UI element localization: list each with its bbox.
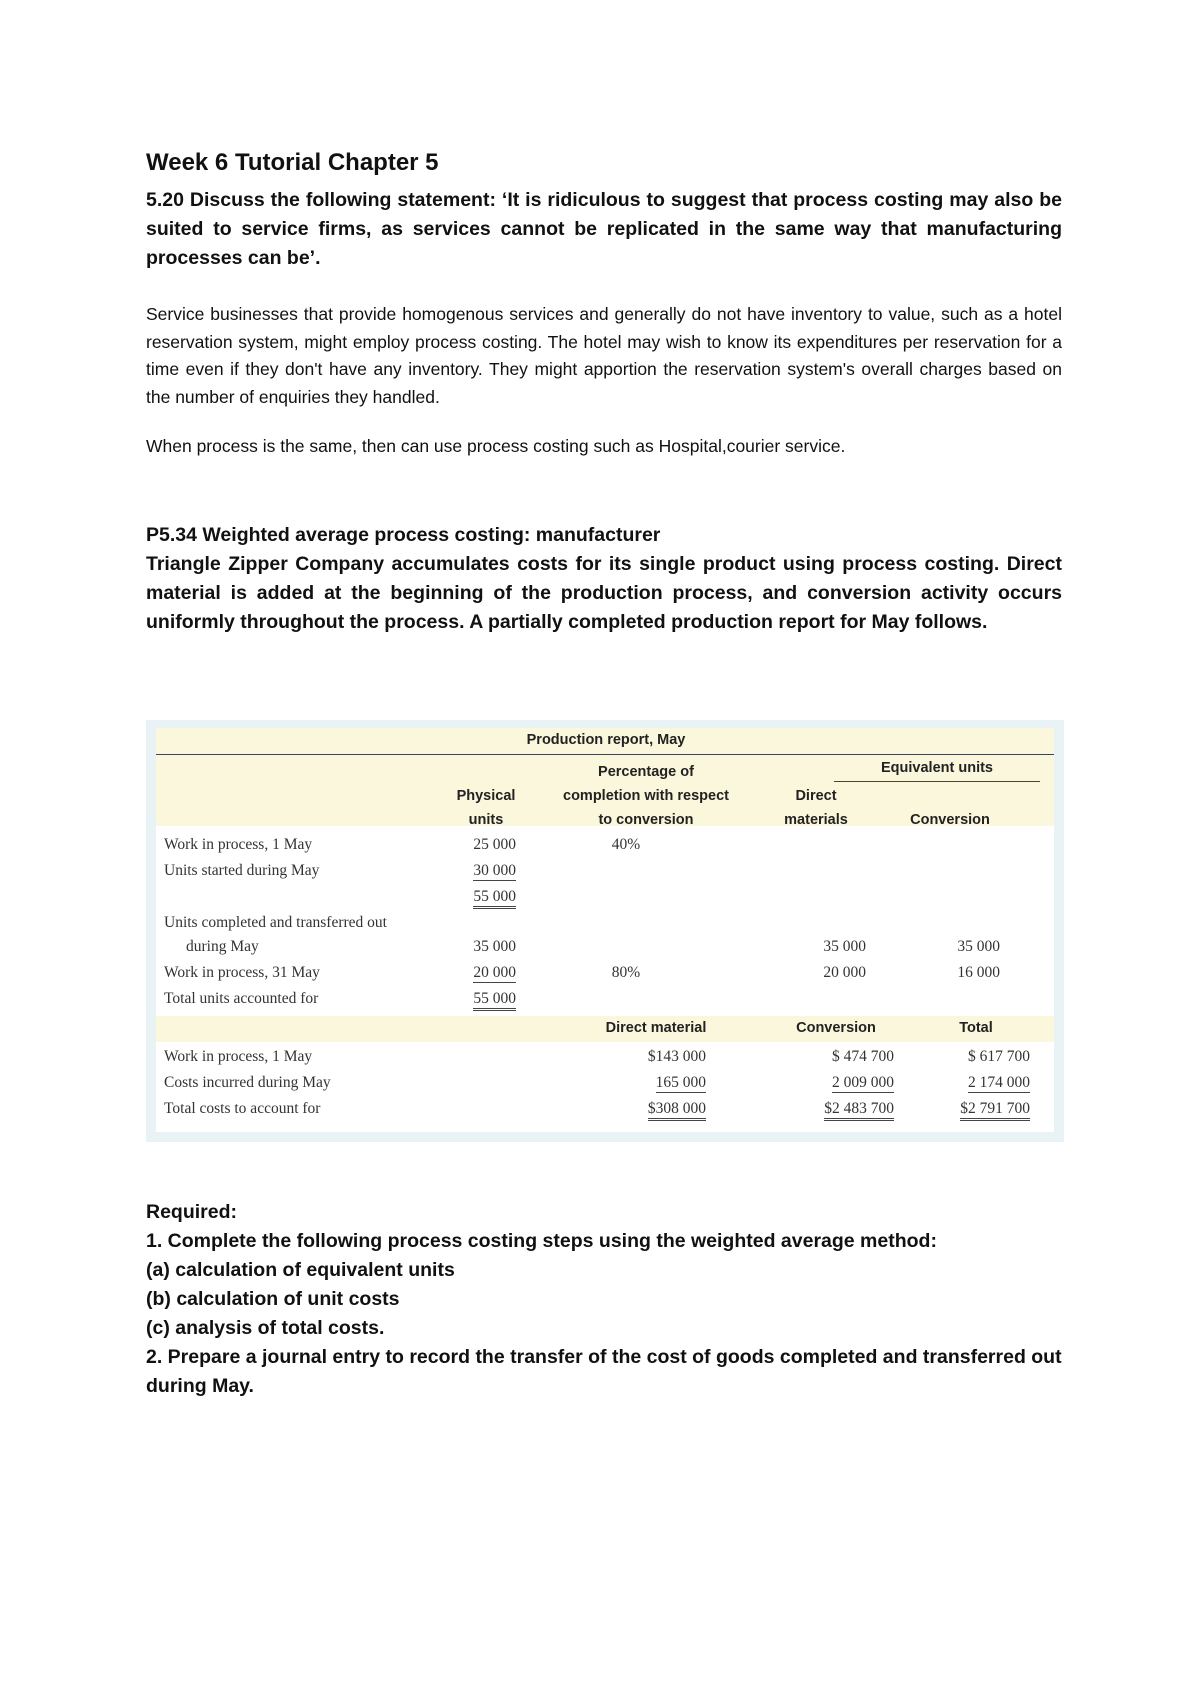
physical-value: 55 000: [473, 888, 516, 909]
cost-row-total: [906, 1100, 1030, 1118]
header-pct-2: completion with respect: [563, 788, 729, 804]
cost-row-total: $ 617 700: [968, 1048, 1030, 1065]
cost-row-dm: [596, 1100, 706, 1118]
header-physical-1: Physical: [456, 788, 516, 804]
header-physical-2: units: [468, 812, 504, 828]
question-5-20: 5.20 Discuss the following statement: ‘It is ridiculous to suggest that process costing may also be suited to service firms, as services cannot be replicated in the same way that manufacturing processes can be’.: [146, 189, 1062, 269]
cost-value: 2 174 000: [968, 1074, 1030, 1091]
row-physical: [406, 964, 516, 982]
header-dm-2: materials: [784, 812, 848, 828]
cost-value: 165 000: [655, 1074, 706, 1091]
row-conv: 16 000: [957, 964, 1000, 981]
cost-value: $308 000: [648, 1100, 706, 1121]
row-label: during May: [186, 938, 259, 955]
required-item-1c: (c) analysis of total costs.: [146, 1317, 385, 1339]
row-pct: 80%: [611, 964, 641, 981]
row-label: Work in process, 1 May: [164, 836, 313, 853]
cost-row-total: [906, 1074, 1030, 1092]
equivalent-units-rule: [834, 781, 1040, 782]
cost-row-conv: $ 474 700: [832, 1048, 894, 1065]
cost-row-dm: $143 000: [647, 1048, 706, 1065]
row-label: Units completed and transferred out: [164, 914, 387, 931]
document-body: [146, 148, 1062, 637]
header-pct-1: Percentage of: [598, 764, 694, 780]
page-title: Week 6 Tutorial Chapter 5: [146, 149, 439, 176]
cost-row-dm: [596, 1074, 706, 1092]
physical-value: 55 000: [473, 990, 516, 1011]
row-physical: [406, 990, 516, 1008]
cost-row-label: Work in process, 1 May: [164, 1048, 313, 1065]
row-label: Work in process, 31 May: [164, 964, 320, 981]
header-pct-3: to conversion: [598, 812, 694, 828]
cost-header-conversion: Conversion: [796, 1020, 876, 1036]
header-dm-1: Direct: [795, 788, 837, 804]
required-heading: Required:: [146, 1201, 238, 1223]
cost-value: $2 483 700: [824, 1100, 894, 1121]
header-equivalent-units: Equivalent units: [881, 760, 993, 776]
physical-value: 20 000: [473, 964, 516, 981]
row-dm: 35 000: [823, 938, 866, 955]
header-conversion: Conversion: [910, 812, 990, 828]
production-report-table: [156, 728, 1054, 1132]
row-pct: 40%: [611, 836, 641, 853]
answer-paragraph-1: Service businesses that provide homogenous services and generally do not have inventory to value, such as a hotel reservation system, might employ process costing. The hotel may wish to know its expenditures per reservation for a time even if they don't have any inventory. They might apportion the reservation system's overall charges based on the number of enquiries they handled.: [146, 304, 1062, 407]
row-physical: 25 000: [473, 836, 516, 853]
answer-paragraph-2: When process is the same, then can use process costing such as Hospital,courier service.: [146, 436, 846, 456]
cost-row-conv: [766, 1074, 894, 1092]
row-physical: [406, 862, 516, 880]
row-dm: 20 000: [823, 964, 866, 981]
required-item-1b: (b) calculation of unit costs: [146, 1288, 400, 1310]
required-item-1: 1. Complete the following process costing steps using the weighted average method:: [146, 1230, 937, 1252]
cost-value: 2 009 000: [832, 1074, 894, 1091]
cost-value: $2 791 700: [960, 1100, 1030, 1121]
physical-value: 30 000: [473, 862, 516, 879]
required-section: [146, 1198, 1062, 1401]
title-rule: [156, 754, 1054, 755]
report-title: Production report, May: [526, 732, 686, 748]
required-item-2: 2. Prepare a journal entry to record the transfer of the cost of goods completed and transferred out during May.: [146, 1346, 1062, 1397]
cost-row-conv: [766, 1100, 894, 1118]
cost-row-label: Costs incurred during May: [164, 1074, 331, 1091]
cost-header-dm: Direct material: [605, 1020, 707, 1036]
row-physical: [406, 888, 516, 906]
cost-row-label: Total costs to account for: [164, 1100, 321, 1117]
row-label: Units started during May: [164, 862, 320, 879]
row-label: Total units accounted for: [164, 990, 319, 1007]
production-report: [146, 720, 1064, 1142]
problem-5-34-intro: Triangle Zipper Company accumulates costs for its single product using process costing. Direct material is added at the beginning of the production process, and conversion activity occurs uniformly throughout the process. A partially completed production report for May follows.: [146, 552, 1062, 633]
cost-header-total: Total: [959, 1020, 993, 1036]
row-physical: 35 000: [473, 938, 516, 955]
problem-5-34-heading: P5.34 Weighted average process costing: manufacturer: [146, 523, 661, 546]
row-conv: 35 000: [957, 938, 1000, 955]
required-item-1a: (a) calculation of equivalent units: [146, 1259, 455, 1281]
